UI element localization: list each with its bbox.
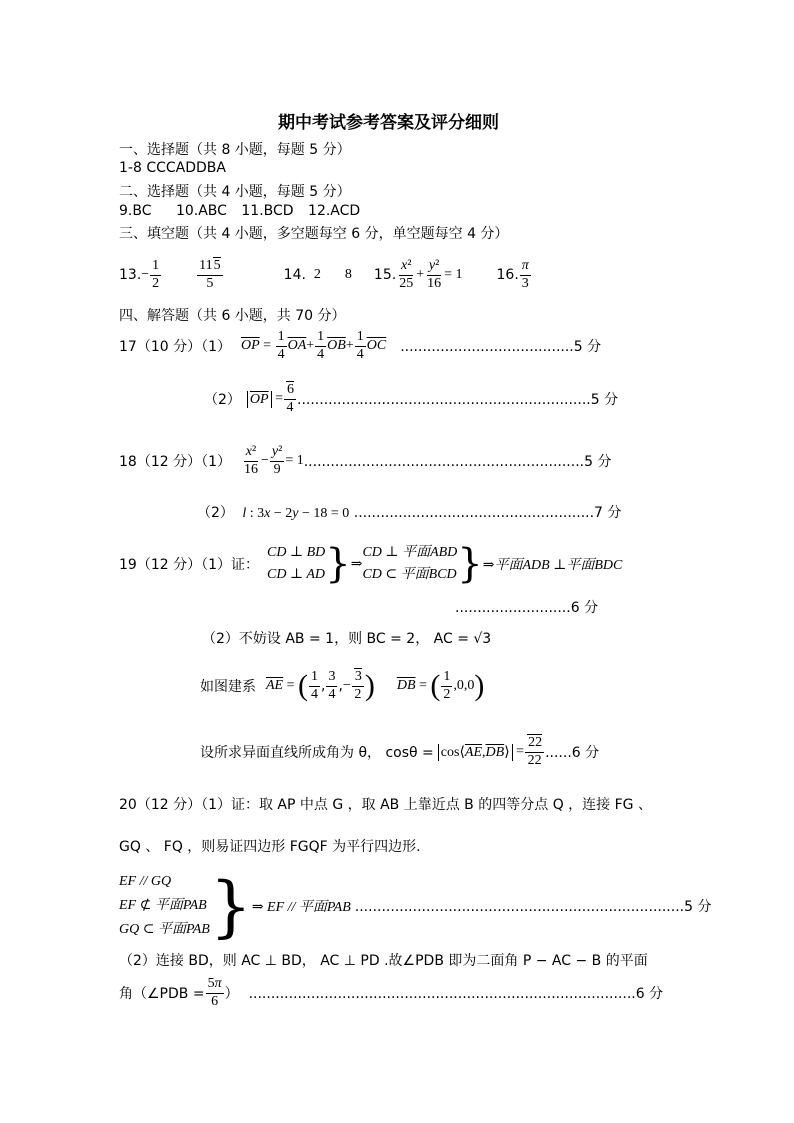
q19-part-2: （2）不妨设 AB = 1，则 BC = 2， AC = √3 — [202, 631, 492, 647]
q17-label: 17（10 分）（1） — [119, 339, 231, 355]
section-2-heading: 二、选择题（共 4 小题，每题 5 分） — [119, 184, 351, 200]
q18-p2-score: ......................................................7 分 — [353, 505, 622, 521]
q20-conclusion: ⇒ EF // 平面PAB — [251, 900, 351, 915]
q19-angle: 设所求异面直线所成角为 θ， cosθ = $\cos⟨\overline{AE},\overline{DB}⟩$ = $\frac{22}{22}$ ......6 分 — [200, 734, 600, 768]
q19-conclusion: ⇒平面ADB ⊥平面BDC — [482, 558, 623, 573]
answer-9: 9.BC — [119, 203, 152, 219]
q17-p2-label: （2） — [204, 392, 241, 408]
q18-part-2: （2） l : 3x − 2y − 18 = 0 ......................................................7 分 — [197, 505, 622, 521]
q20-condition-2: EF ⊄ 平面PAB — [119, 898, 207, 913]
q17-p2-score: ..................................................................5 分 — [297, 392, 619, 408]
answer-11: 11.BCD — [241, 203, 294, 219]
q20-line-1: 20（12 分）（1）证：取 AP 中点 G ，取 AB 上靠近点 B 的四等分点 Q ，连接 FG 、 — [119, 797, 652, 813]
q14-answer-1: 2 — [313, 267, 321, 282]
q13-label: 13. — [119, 267, 142, 283]
q13-fraction-2: $\frac{115}{5}$ — [199, 257, 221, 291]
q20-part-2-line-1: （2）连接 BD，则 AC ⊥ BD， AC ⊥ PD .故∠PDB 即为二面角 P − AC − B 的平面 — [119, 953, 648, 969]
q17-p1-score: .......................................5 分 — [400, 339, 602, 355]
answer-12: 12.ACD — [308, 203, 361, 219]
q19-coord-label: 如图建系 — [200, 679, 256, 695]
section-1-heading: 一、选择题（共 8 小题，每题 5 分） — [119, 142, 351, 158]
q13-fraction-1: $\frac{1}{2}$ — [152, 257, 160, 291]
q20-proof: EF // GQ EF ⊄ 平面PAB GQ ⊂ 平面PAB } ⇒ EF // 平面PAB ..........................................................................5 分 — [119, 867, 712, 945]
q19-p1-score: ..........................6 分 — [455, 600, 599, 616]
q17-part-2: （2） $\overline{OP}$ = $\frac{6}{4}$ ..................................................................5 分 — [204, 381, 619, 415]
q15-label: 15. — [373, 267, 397, 283]
q19-angle-text: 设所求异面直线所成角为 θ， cosθ = — [200, 745, 434, 761]
q18-label: 18（12 分）（1） — [119, 454, 231, 470]
q20-line-2: GQ 、 FQ ，则易证四边形 FGQF 为平行四边形. — [119, 839, 421, 855]
q20-angle-prefix: 角（∠PDB = — [119, 986, 205, 1002]
q20-condition-1: EF // GQ — [119, 874, 172, 889]
q16-label: 16. — [496, 267, 519, 283]
q14-label: 14. — [283, 267, 306, 283]
section-1-answers: 1-8 CCCADDBA — [119, 160, 226, 176]
fill-in-answers: 13. − $\frac{1}{2}$ $\frac{115}{5}$ 14. 2 8 15. $\frac{\text{x²}}{25}$ + $\frac{\text{y²}}{16}$ = 1 16. $\frac{\pi}{3}$ — [119, 257, 529, 291]
q19-label: 19（12 分）（1）证： — [119, 557, 259, 573]
q18-p2-label: （2） — [197, 505, 234, 521]
q19-angle-score: ......6 分 — [545, 745, 600, 761]
q19-coordinates: 如图建系 $\overline{AE}$ = ( $\frac{1}{4}$ , $\frac{3}{4}$ , − $\frac{3}{2}$ ) $\overline{DB}$ = ( $\frac{1}{2}$ ,0,0 ) — [200, 668, 485, 702]
q15-fraction-y: $\frac{\text{y²}}{16}$ — [427, 257, 442, 291]
section-4-heading: 四、解答题（共 6 小题，共 70 分） — [119, 308, 346, 324]
answer-10: 10.ABC — [175, 203, 227, 219]
q19-part-1: 19（12 分）（1）证： CD ⊥ BD CD ⊥ AD } ⇒ CD ⊥ 平面ABD CD ⊂ 平面BCD } ⇒平面ADB ⊥平面BDC — [119, 541, 623, 587]
q20-p1-score: ..........................................................................5 分 — [354, 899, 712, 915]
q18-p1-score: ...............................................................5 分 — [303, 454, 612, 470]
q14-answer-2: 8 — [344, 267, 352, 282]
q16-fraction: $\frac{\pi}{3}$ — [521, 257, 529, 291]
q17-part-1: 17（10 分）（1） $\overline{OP}$ = $\frac{1}{4}$ $\overline{OA}$ + $\frac{1}{4}$ $\overline{OB}$ + $\frac{1}{4}$ $\overline{OC}$ .......................................5 分 — [119, 328, 602, 362]
page-title: 期中考试参考答案及评分细则 — [278, 113, 499, 133]
section-3-heading: 三、填空题（共 4 小题，多空题每空 6 分，单空题每空 4 分） — [119, 226, 509, 242]
section-2-answers — [119, 203, 360, 219]
q20-condition-3: GQ ⊂ 平面PAB — [119, 922, 210, 937]
q20-p2-score: .......................................................................................6 分 — [248, 986, 664, 1002]
q20-angle-suffix: ） — [224, 986, 239, 1002]
q15-fraction-x: $\frac{\text{x²}}{25}$ — [399, 257, 414, 291]
q20-part-2-line-2: 角（∠PDB = $\frac{5\pi}{6}$ ） .......................................................................................6 分 — [119, 975, 664, 1009]
q18-part-1: 18（12 分）（1） $\frac{\text{x²}}{16}$ − $\frac{\text{y²}}{9}$ = 1 ...............................................................5 分 — [119, 443, 612, 477]
